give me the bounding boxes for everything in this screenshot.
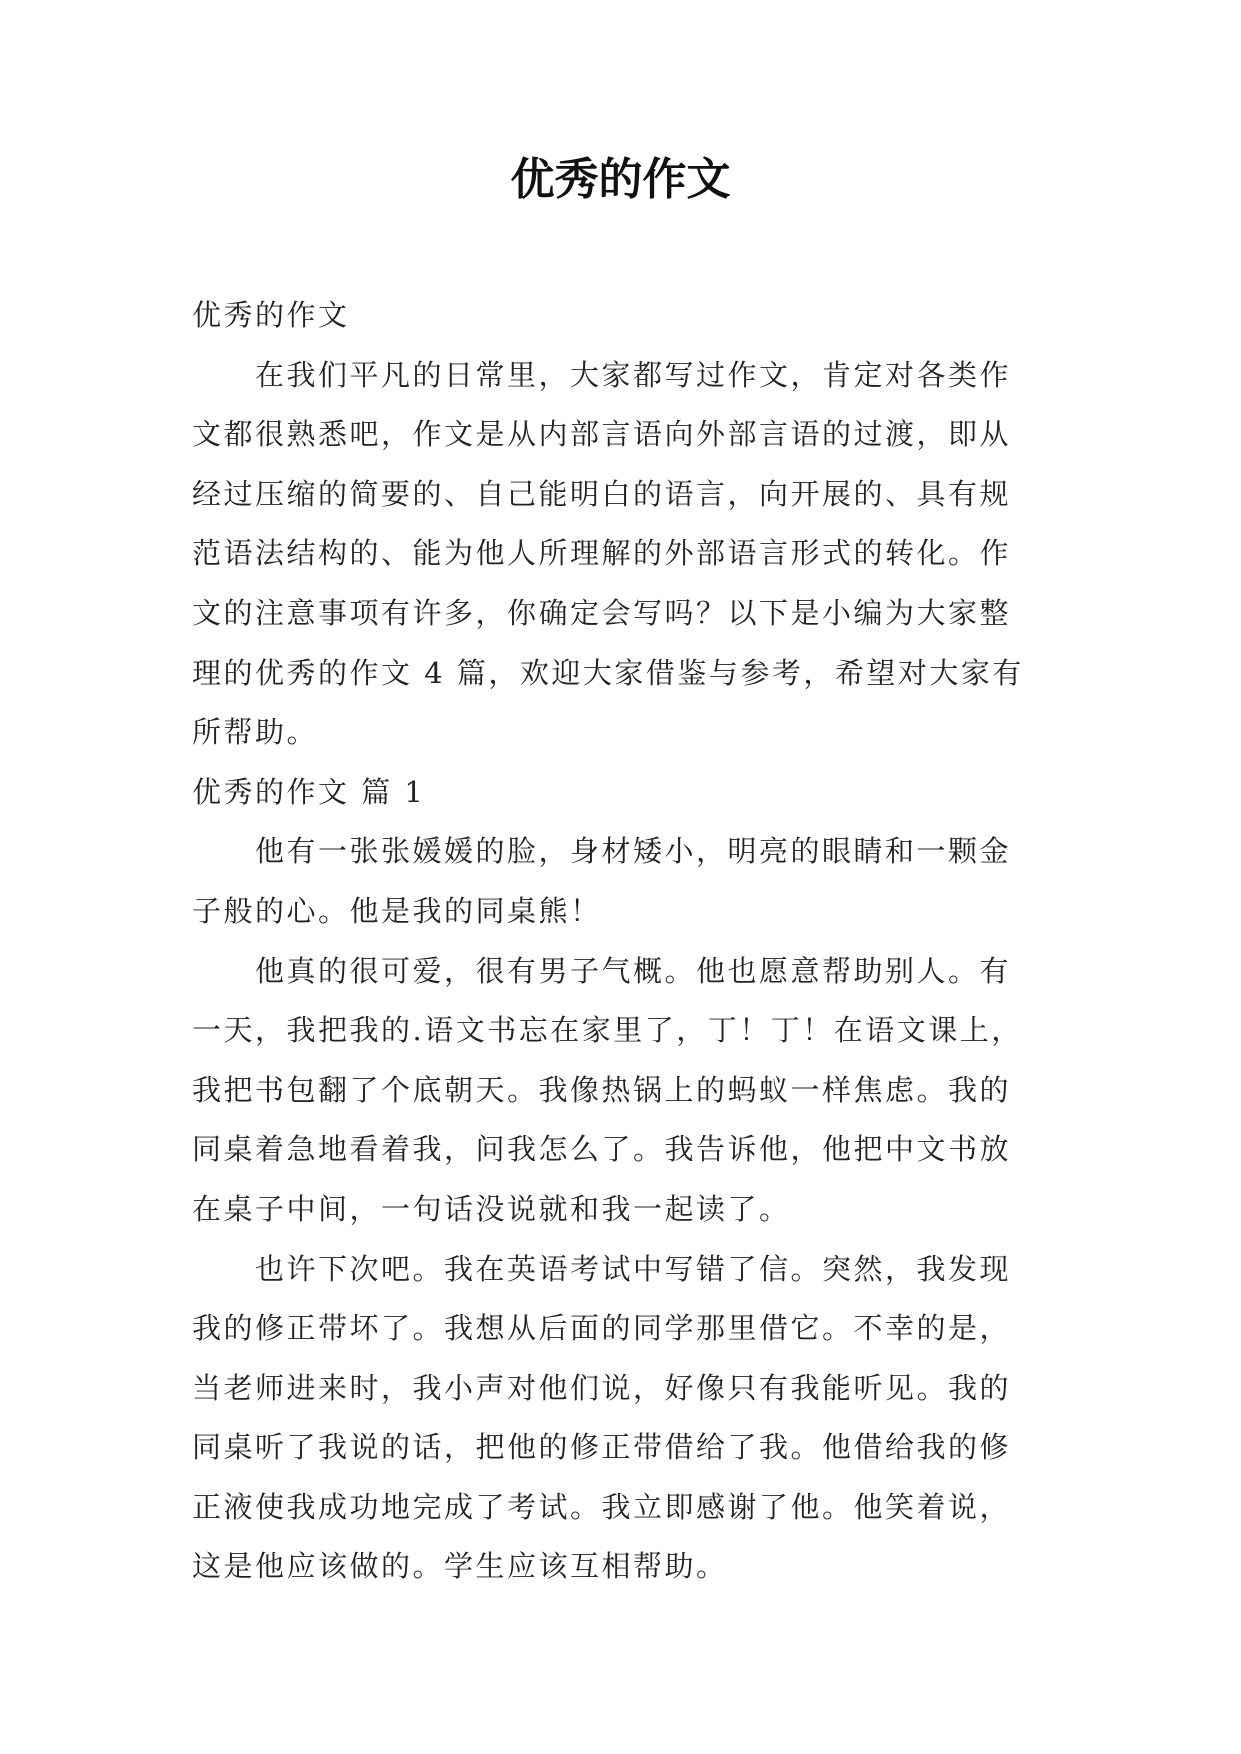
text-line: 文的注意事项有许多，你确定会写吗？以下是小编为大家整 bbox=[192, 595, 1012, 630]
text-line: 正液使我成功地完成了考试。我立即感谢了他。他笑着说， bbox=[192, 1489, 1012, 1524]
text-line: 文都很熟悉吧，作文是从内部言语向外部言语的过渡，即从 bbox=[192, 417, 1012, 452]
document-body bbox=[192, 286, 1072, 1597]
text-line: 优秀的作文 bbox=[192, 298, 350, 332]
document-title: 优秀的作文 bbox=[510, 154, 731, 205]
text-line: 我把书包翻了个底朝天。我像热锅上的蚂蚁一样焦虑。我的 bbox=[192, 1072, 1012, 1107]
text-line: 他真的很可爱，很有男子气概。他也愿意帮助别人。有 bbox=[255, 953, 1012, 988]
text-line: 当老师进来时，我小声对他们说，好像只有我能听见。我的 bbox=[192, 1370, 1012, 1405]
text-line: 范语法结构的、能为他人所理解的外部语言形式的转化。作 bbox=[192, 536, 1012, 571]
text-line: 优秀的作文 篇 1 bbox=[192, 774, 426, 809]
text-line: 所帮助。 bbox=[192, 715, 319, 750]
text-line: 这是他应该做的。学生应该互相帮助。 bbox=[192, 1549, 728, 1584]
text-line: 子般的心。他是我的同桌熊！ bbox=[192, 893, 602, 928]
text-line: 我的修正带坏了。我想从后面的同学那里借它。不幸的是， bbox=[192, 1311, 1012, 1346]
text-line: 在桌子中间，一句话没说就和我一起读了。 bbox=[192, 1191, 791, 1226]
text-line: 一天，我把我的.语文书忘在家里了，丁！丁！在语文课上， bbox=[192, 1013, 1023, 1048]
text-line: 理的优秀的作文 4 篇，欢迎大家借鉴与参考，希望对大家有 bbox=[192, 655, 1024, 690]
text-line: 在我们平凡的日常里，大家都写过作文，肯定对各类作 bbox=[255, 357, 1012, 392]
text-line: 同桌听了我说的话，把他的修正带借给了我。他借给我的修 bbox=[192, 1430, 1012, 1465]
text-line: 他有一张张媛媛的脸，身材矮小，明亮的眼睛和一颗金 bbox=[255, 834, 1012, 869]
text-line: 也许下次吧。我在英语考试中写错了信。突然，我发现 bbox=[255, 1251, 1012, 1286]
text-line: 经过压缩的简要的、自己能明白的语言，向开展的、具有规 bbox=[192, 476, 1012, 511]
text-line: 同桌着急地看着我，问我怎么了。我告诉他，他把中文书放 bbox=[192, 1132, 1012, 1167]
